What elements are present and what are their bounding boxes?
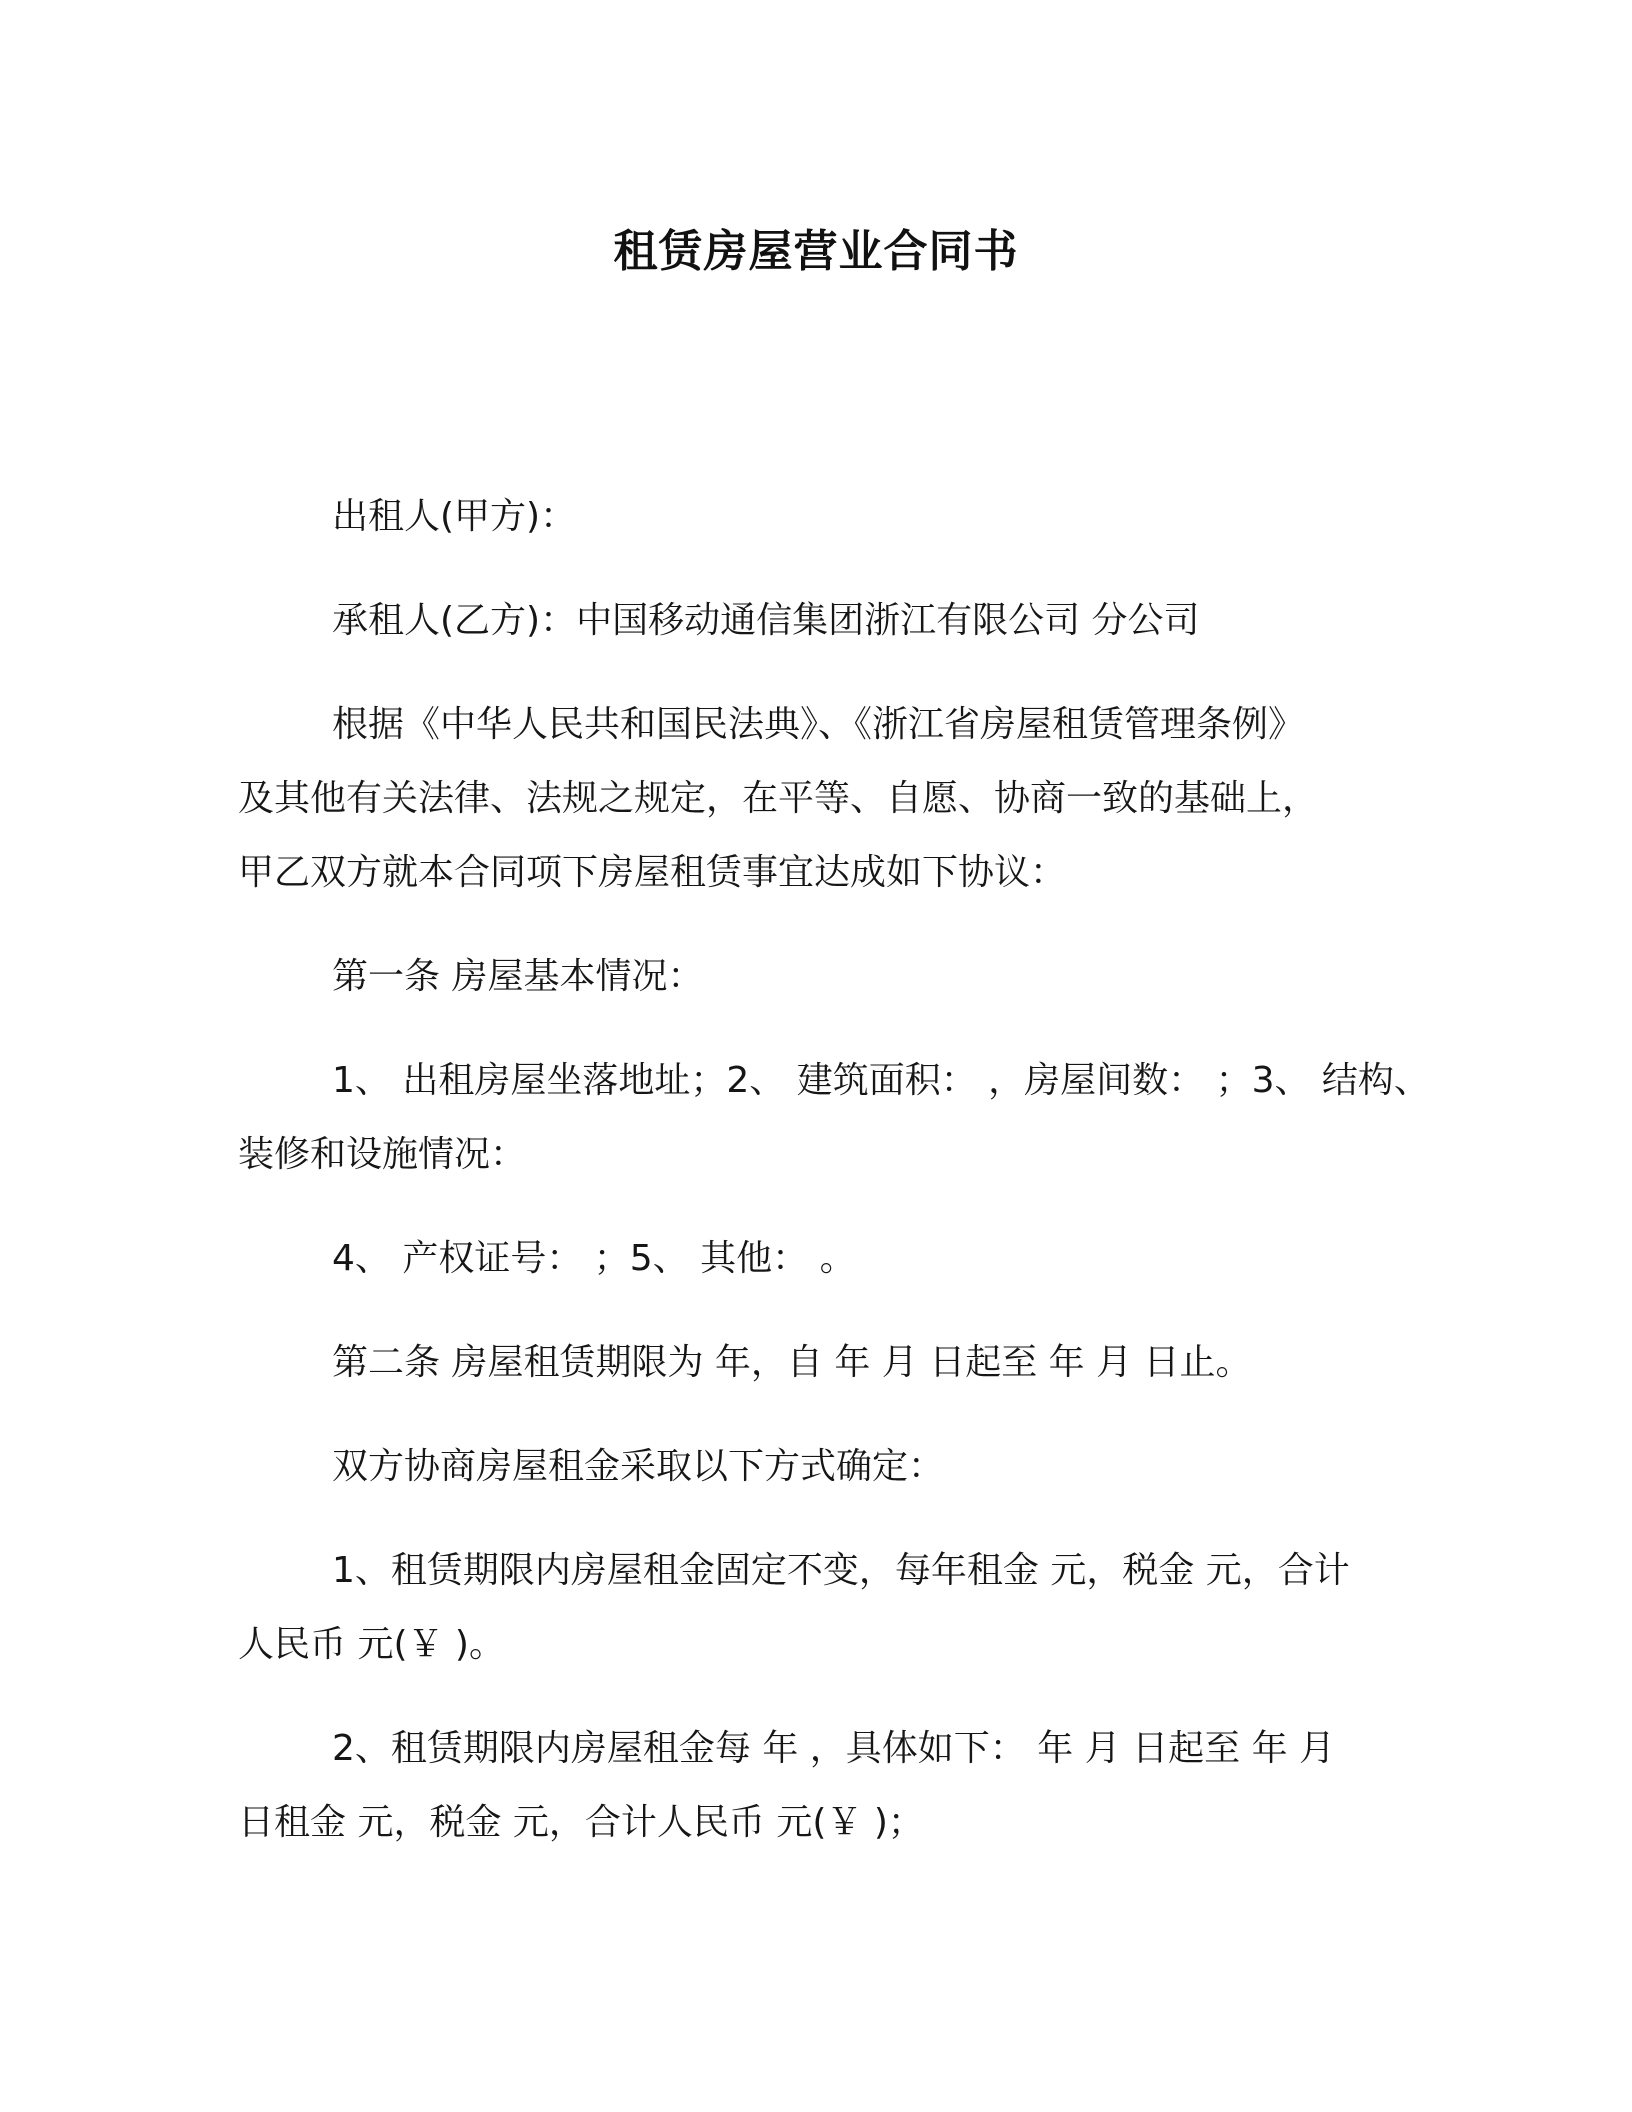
rent-option-2-line-1: 2、租赁期限内房屋租金每 年 ，具体如下： 年 月 日起至 年 月: [332, 1728, 1336, 1769]
article-2-term: 第二条 房屋租赁期限为 年，自 年 月 日起至 年 月 日止。: [332, 1342, 1252, 1383]
article-1-heading: 第一条 房屋基本情况：: [332, 956, 704, 997]
preamble-line-1: 根据《中华人民共和国民法典》、《浙江省房屋租赁管理条例》: [332, 704, 1305, 745]
rent-option-1-line-2: 人民币 元(￥ )。: [238, 1624, 505, 1665]
rent-method-heading: 双方协商房屋租金采取以下方式确定：: [332, 1446, 945, 1487]
article-1-items-line-3: 4、 产权证号： ；5、 其他： 。: [332, 1238, 856, 1279]
preamble-line-3: 甲乙双方就本合同项下房屋租赁事宜达成如下协议：: [238, 852, 1067, 893]
article-1-items-line-1: 1、 出租房屋坐落地址；2、 建筑面积： ，房屋间数： ；3、 结构、: [332, 1060, 1430, 1101]
lessee-line: 承租人(乙方)：中国移动通信集团浙江有限公司 分公司: [332, 600, 1200, 641]
lessor-line: 出租人(甲方)：: [332, 496, 577, 537]
rent-option-2-line-2: 日租金 元，税金 元，合计人民币 元(￥ )；: [238, 1802, 924, 1843]
rent-option-1-line-1: 1、租赁期限内房屋租金固定不变，每年租金 元，税金 元，合计: [332, 1550, 1350, 1591]
document-title: 租赁房屋营业合同书: [613, 226, 1019, 277]
preamble-line-2: 及其他有关法律、法规之规定，在平等、自愿、协商一致的基础上，: [238, 778, 1319, 819]
article-1-items-line-2: 装修和设施情况：: [238, 1134, 527, 1175]
